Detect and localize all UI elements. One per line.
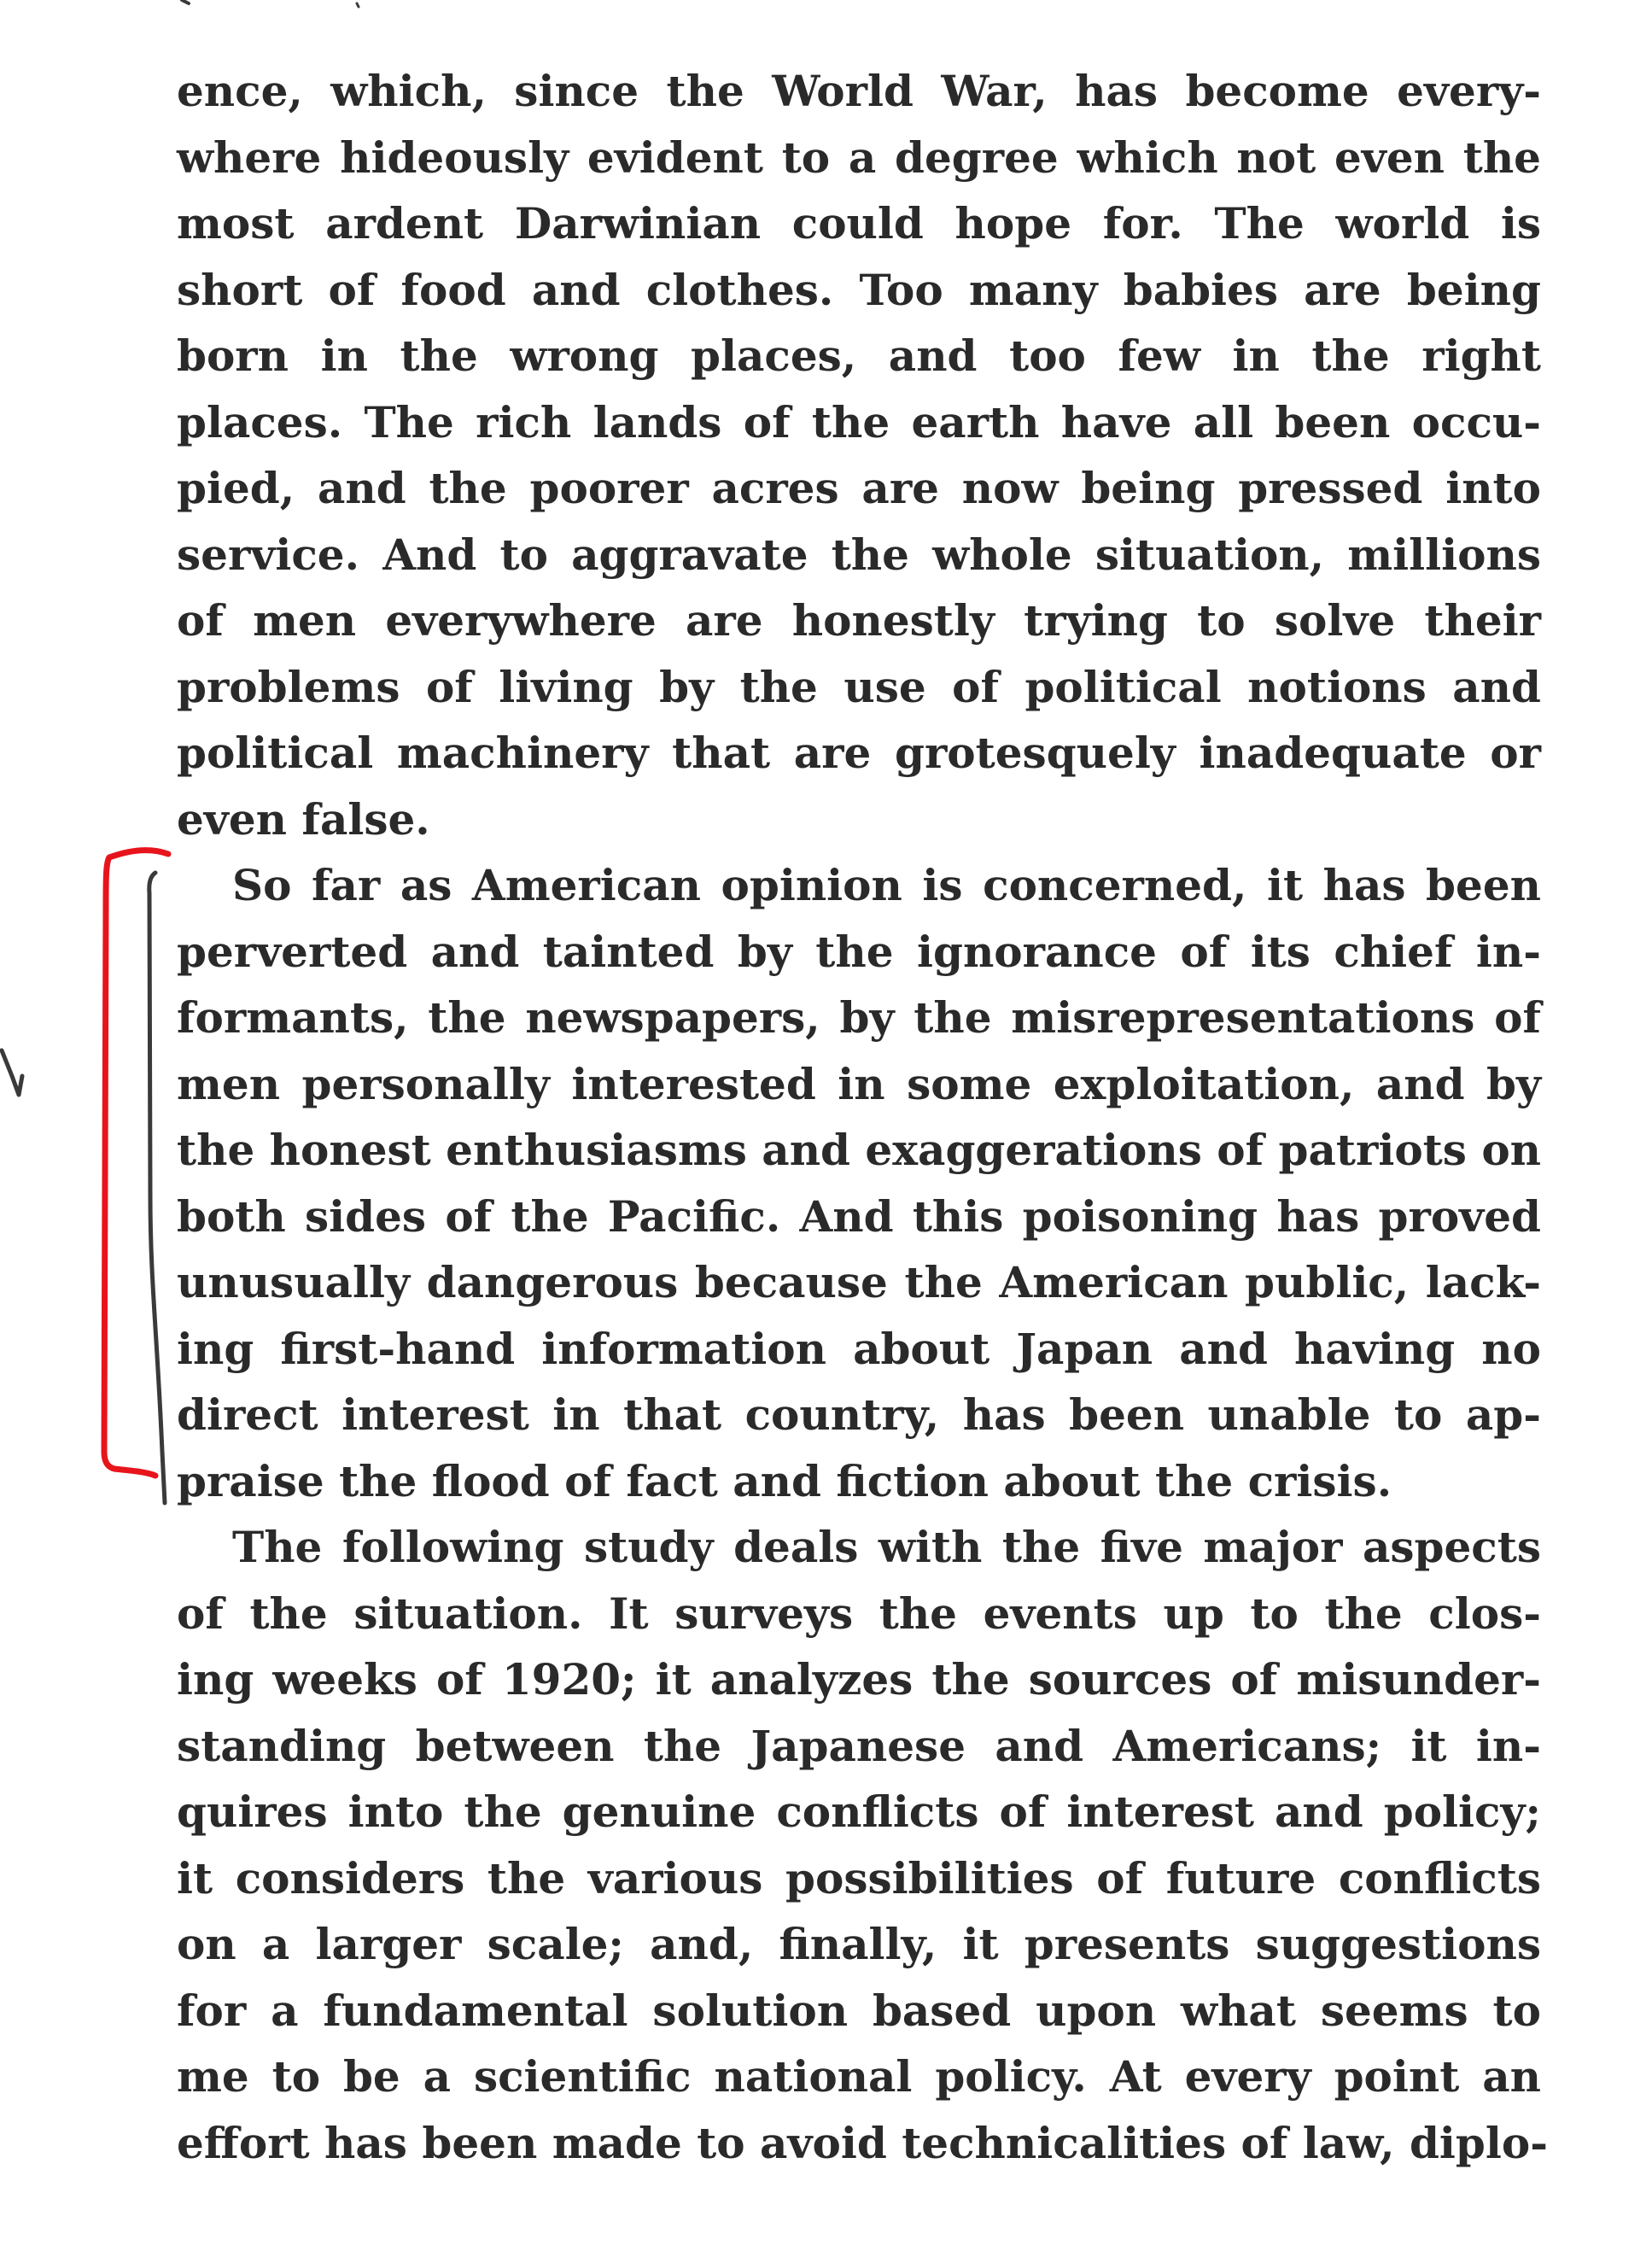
text-line: places. The rich lands of the earth have all been occu- [177, 396, 1541, 447]
pencil-margin-line [149, 873, 165, 1503]
text-line: problems of living by the use of political notions and [177, 661, 1541, 712]
text-line: standing between the Japanese and Americans; it in- [177, 1720, 1541, 1771]
text-line: So far as American opinion is concerned, it has been [232, 860, 1541, 910]
text-line: direct interest in that country, has been unable to ap- [177, 1389, 1541, 1440]
text-line: on a larger scale; and, finally, it presents suggestions [177, 1919, 1541, 1969]
text-line: me to be a scientific national policy. At every point an [177, 2051, 1541, 2102]
text-line: ing weeks of 1920; it analyzes the sources of misunder- [177, 1654, 1541, 1705]
text-line: pied, and the poorer acres are now being pressed into [177, 463, 1541, 513]
text-line: of men everywhere are honestly trying to solve their [177, 595, 1541, 646]
text-line: even false. [177, 793, 430, 845]
text-line: of the situation. It surveys the events up to the clos- [177, 1588, 1541, 1639]
red-margin-bracket [104, 851, 168, 1476]
text-line: quires into the genuine conflicts of interest and policy; [177, 1786, 1541, 1837]
text-line: The following study deals with the five major aspects [232, 1522, 1541, 1572]
text-line: it considers the various possibilities of future conflicts [177, 1852, 1541, 1903]
text-line: formants, the newspapers, by the misrepresentations of [177, 992, 1541, 1043]
text-line: unusually dangerous because the American public, lack- [177, 1257, 1541, 1307]
paragraph-1 [177, 58, 1541, 852]
text-line: born in the wrong places, and too few in the right [177, 330, 1541, 381]
text-line: for a fundamental solution based upon what seems to [177, 1985, 1541, 2036]
body-text [177, 58, 1548, 2176]
text-line: short of food and clothes. Too many babies are being [177, 264, 1541, 315]
text-line: men personally interested in some exploitation, and by [177, 1058, 1541, 1109]
pencil-speck-top [182, 0, 189, 3]
pencil-check-mark [2, 1050, 22, 1095]
paragraph-2 [177, 852, 1541, 1514]
text-line: where hideously evident to a degree which not even the [177, 132, 1541, 183]
text-line: political machinery that are grotesquely inadequate or [177, 728, 1541, 778]
text-line: ence, which, since the World War, has become every- [177, 66, 1541, 116]
text-line: effort has been made to avoid technicalities of law, diplo- [177, 2117, 1548, 2168]
text-line: both sides of the Pacific. And this poisoning has proved [177, 1190, 1541, 1242]
text-line: the honest enthusiasms and exaggerations of patriots on [177, 1125, 1542, 1175]
text-line: perverted and tainted by the ignorance of its chief in- [177, 926, 1541, 977]
text-line: most ardent Darwinian could hope for. The world is [177, 198, 1541, 249]
paragraph-3 [177, 1514, 1548, 2176]
text-line: ing first-hand information about Japan and having no [177, 1323, 1541, 1374]
pencil-speck-top [357, 3, 359, 7]
text-line: praise the flood of fact and fiction about the crisis. [177, 1455, 1392, 1506]
text-line: service. And to aggravate the whole situation, millions [177, 529, 1541, 580]
